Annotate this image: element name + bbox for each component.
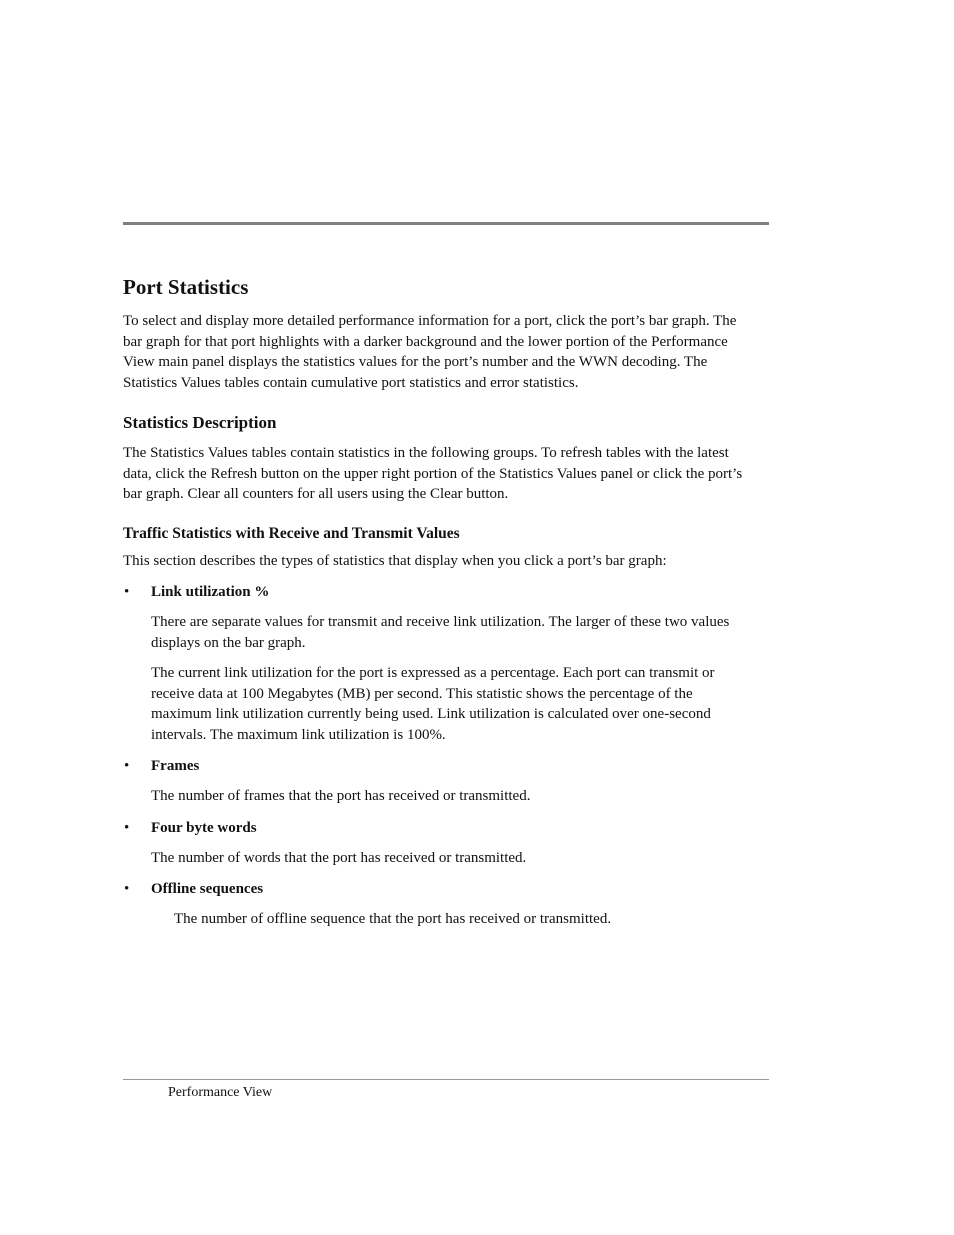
bullet-icon: •	[124, 584, 130, 600]
bullet-four-byte-words	[123, 818, 748, 838]
statistics-description-heading: Statistics Description	[123, 413, 277, 432]
intro-paragraph: To select and display more detailed performance information for a port, click the port’s bar graph. The bar graph for that port highlights with a darker background and the lower portion of the Performance View main panel displays the statistics values for the port’s number and the WWN decoding. The Statistics Values tables contain cumulative port statistics and error statistics.	[123, 313, 737, 391]
page-title: Port Statistics	[123, 275, 249, 299]
link-utilization-description-2: The current link utilization for the port is expressed as a percentage. Each port can transmit or receive data at 100 Megabytes (MB) per second. This statistic shows the percentage of the maximum link utilization currently being used. Link utilization is calculated over one-second intervals. The maximum link utilization is 100%.	[151, 665, 715, 743]
bullet-icon: •	[124, 758, 130, 774]
footer-rule	[123, 1079, 769, 1080]
bullet-label: Link utilization %	[151, 584, 270, 600]
bullet-frames	[123, 756, 748, 776]
frames-description: The number of frames that the port has received or transmitted.	[151, 788, 531, 804]
bullet-offline-sequences	[123, 879, 748, 899]
bullet-label: Frames	[151, 758, 200, 774]
bullet-icon: •	[124, 819, 130, 836]
link-utilization-description-1: There are separate values for transmit and receive link utilization. The larger of these two values displays on the bar graph.	[151, 614, 730, 651]
offline-sequences-description: The number of offline sequence that the port has received or transmitted.	[174, 911, 612, 927]
header-rule	[123, 222, 769, 225]
bullet-link-utilization	[123, 582, 748, 602]
bullet-label: Offline sequences	[151, 881, 264, 897]
traffic-statistics-heading: Traffic Statistics with Receive and Transmit Values	[123, 524, 460, 542]
bullet-label: Four byte words	[151, 819, 257, 836]
footer-text: Performance View	[168, 1085, 273, 1100]
bullet-icon: •	[124, 881, 130, 897]
page-content	[123, 273, 748, 930]
traffic-statistics-intro: This section describes the types of statistics that display when you click a port’s bar graph:	[123, 552, 667, 569]
statistics-description-text: The Statistics Values tables contain statistics in the following groups. To refresh tables with the latest data, click the Refresh button on the upper right portion of the Statistics Values panel or click the port’s bar graph. Clear all counters for all users using the Clear button.	[123, 445, 743, 502]
four-byte-words-description: The number of words that the port has received or transmitted.	[151, 849, 527, 866]
